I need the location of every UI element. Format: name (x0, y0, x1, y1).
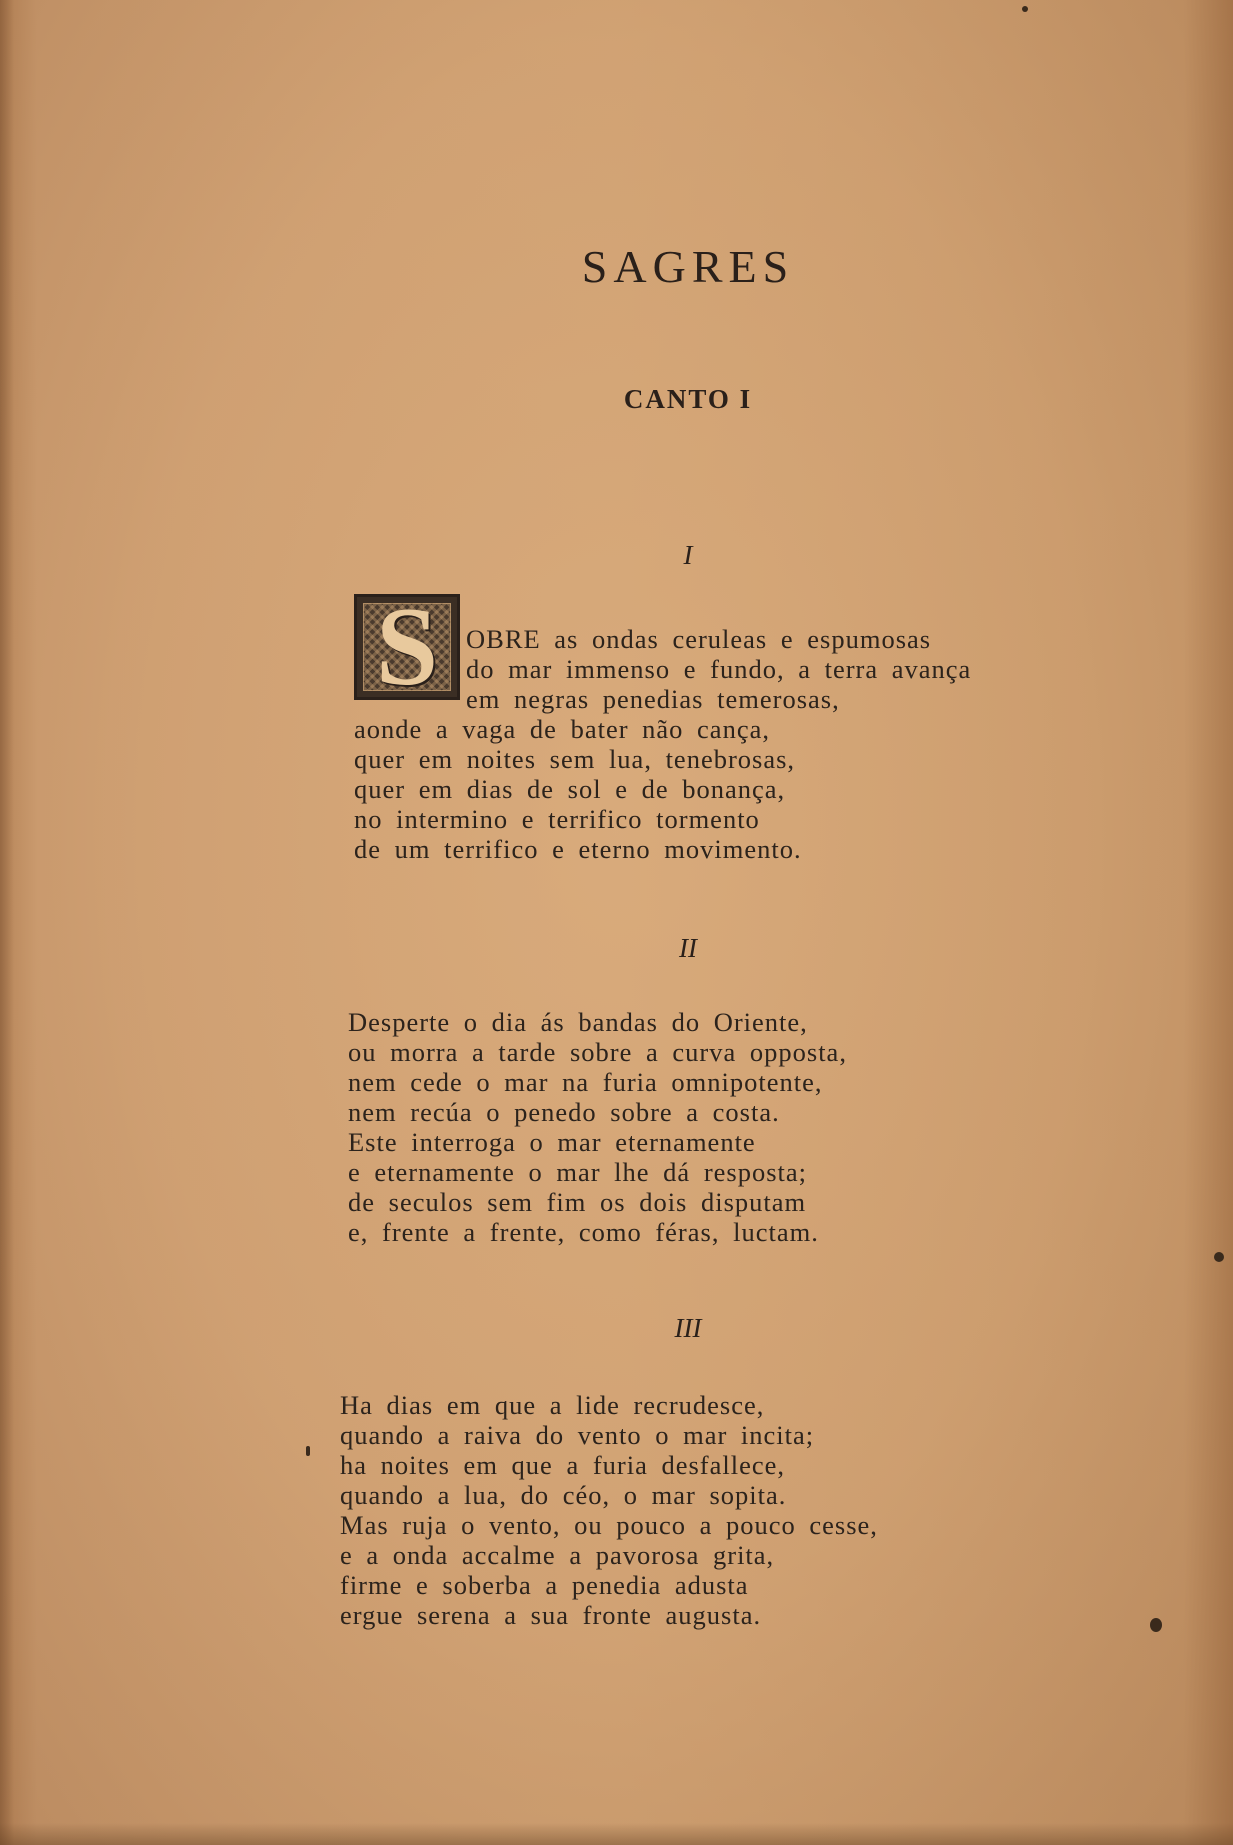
stanza-1-line-6: quer em dias de sol e de bonança, (354, 774, 786, 804)
stanza-2-line-8: e, frente a frente, como féras, luctam. (348, 1217, 819, 1247)
stanza-numeral-2: II (679, 933, 697, 963)
stanza-3-line-6: e a onda accalme a pavorosa grita, (340, 1540, 775, 1570)
stanza-1-line-3: em negras penedias temerosas, (466, 684, 840, 714)
stanza-numeral-3: III (674, 1313, 702, 1343)
stanza-2-line-7: de seculos sem fim os dois disputam (348, 1187, 807, 1217)
stanza-1-line-8: de um terrifico e eterno movimento. (354, 834, 802, 864)
stanza-2-line-5: Este interroga o mar eternamente (348, 1127, 756, 1157)
dropcap-letter: S (375, 585, 439, 709)
paper-speck (1150, 1618, 1162, 1632)
stanza-3-line-1: Ha dias em que a lide recrudesce, (340, 1390, 765, 1420)
stanza-3-line-2: quando a raiva do vento o mar incita; (340, 1420, 815, 1450)
stanza-3-line-4: quando a lua, do céo, o mar sopita. (340, 1480, 787, 1510)
paper-speck (1214, 1252, 1224, 1262)
paper-speck (1022, 6, 1028, 12)
stanza-3-line-7: firme e soberba a penedia adusta (340, 1570, 749, 1600)
stanza-1-line-7: no intermino e terrifico tormento (354, 804, 760, 834)
stanza-2-line-3: nem cede o mar na furia omnipotente, (348, 1067, 823, 1097)
stanza-3 (340, 1390, 878, 1630)
stanza-2-line-1: Desperte o dia ás bandas do Oriente, (348, 1007, 808, 1037)
stanza-3-line-5: Mas ruja o vento, ou pouco a pouco cesse, (340, 1510, 878, 1540)
stanza-2-line-6: e eternamente o mar lhe dá resposta; (348, 1157, 808, 1187)
stanza-2-line-4: nem recúa o penedo sobre a costa. (348, 1097, 780, 1127)
paper-speck (306, 1446, 310, 1456)
stanza-1 (354, 624, 971, 864)
stanza-3-line-8: ergue serena a sua fronte augusta. (340, 1600, 762, 1630)
stanza-1-line-1: OBRE as ondas ceruleas e espumosas (466, 624, 932, 654)
stanza-numeral-1: I (683, 540, 693, 570)
page-bottom-edge-shadow (0, 1823, 1233, 1845)
stanza-1-line-4: aonde a vaga de bater não cança, (354, 714, 770, 744)
stanza-1-line-5: quer em noites sem lua, tenebrosas, (354, 744, 796, 774)
stanza-1-line-2: do mar immenso e fundo, a terra avança (466, 654, 972, 684)
stanza-2-line-2: ou morra a tarde sobre a curva opposta, (348, 1037, 847, 1067)
stanza-2 (348, 1007, 847, 1247)
poem-title: SAGRES (581, 241, 795, 292)
stanza-3-line-3: ha noites em que a furia desfallece, (340, 1450, 786, 1480)
canto-heading: CANTO I (623, 384, 753, 414)
